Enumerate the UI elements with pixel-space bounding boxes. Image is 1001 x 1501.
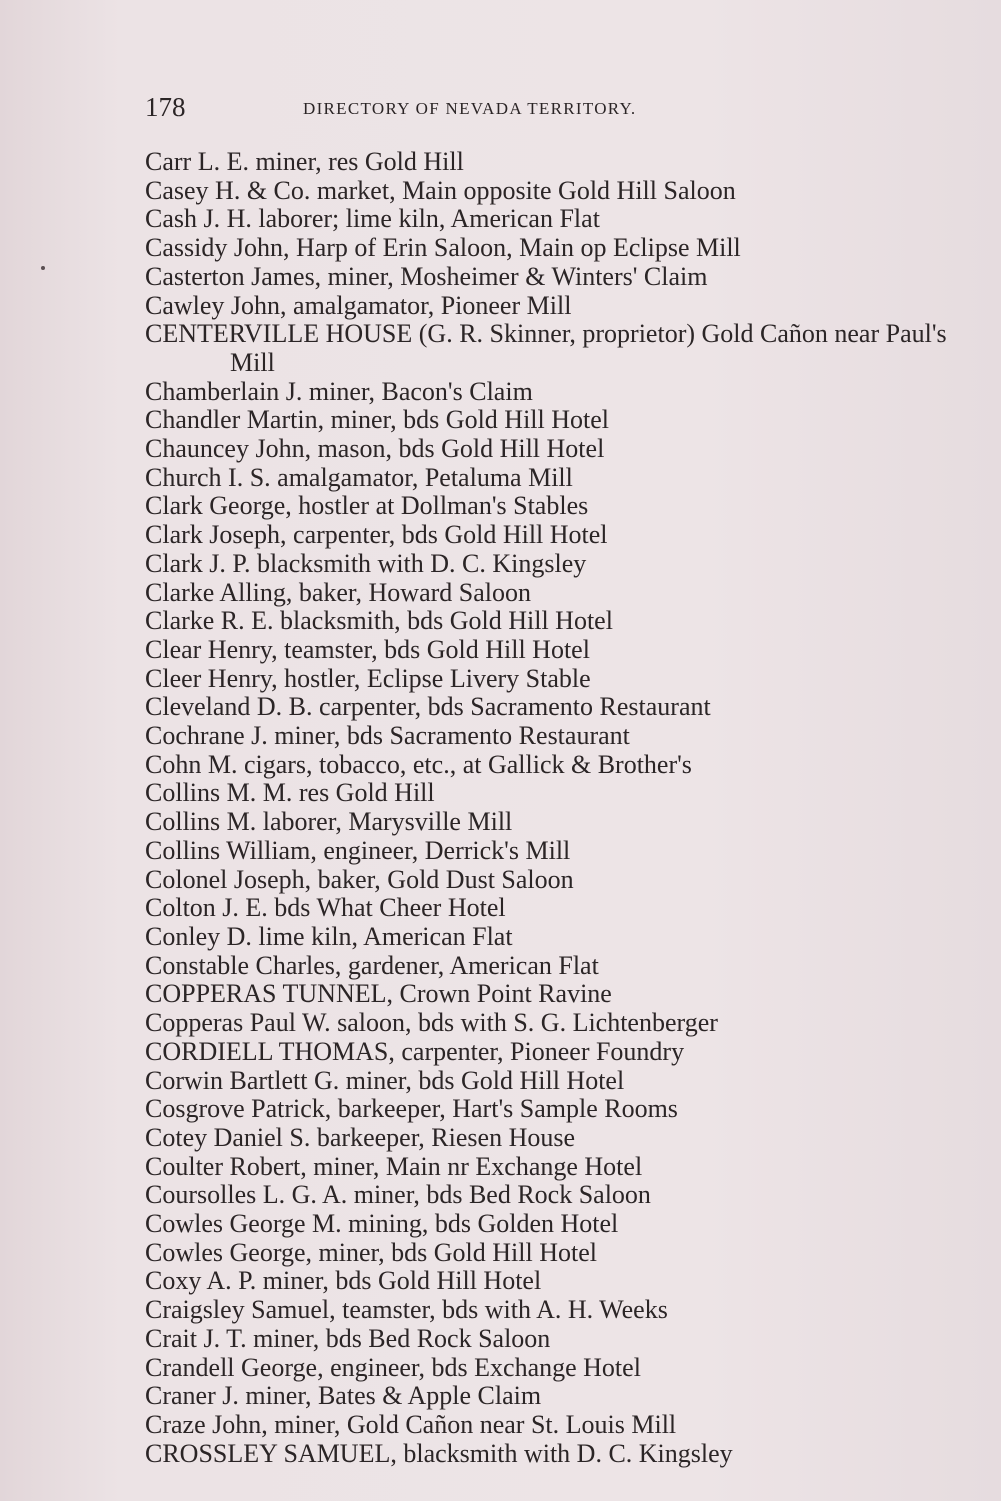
- directory-entry: Clark Joseph, carpenter, bds Gold Hill Hotel: [145, 520, 608, 550]
- directory-entry: Cosgrove Patrick, barkeeper, Hart's Sample Rooms: [145, 1094, 678, 1124]
- directory-entry: COPPERAS TUNNEL, Crown Point Ravine: [145, 979, 612, 1009]
- directory-entry: Constable Charles, gardener, American Flat: [145, 950, 599, 980]
- directory-entry: Coxy A. P. miner, bds Gold Hill Hotel: [145, 1266, 542, 1296]
- page-header: [145, 90, 755, 124]
- directory-entry: Chamberlain J. miner, Bacon's Claim: [145, 376, 533, 406]
- directory-entry: CROSSLEY SAMUEL, blacksmith with D. C. Kingsley: [145, 1438, 733, 1468]
- directory-entry: Crandell George, engineer, bds Exchange Hotel: [145, 1352, 641, 1382]
- directory-entry: Clarke R. E. blacksmith, bds Gold Hill Hotel: [145, 606, 613, 636]
- directory-entry: Conley D. lime kiln, American Flat: [145, 921, 513, 951]
- directory-entry: Colonel Joseph, baker, Gold Dust Saloon: [145, 864, 574, 894]
- directory-entry: Casey H. & Co. market, Main opposite Gold Hill Saloon: [145, 175, 736, 205]
- directory-entry: Coulter Robert, miner, Main nr Exchange Hotel: [145, 1151, 643, 1181]
- directory-entry: Chauncey John, mason, bds Gold Hill Hotel: [145, 434, 605, 464]
- directory-entry: Chandler Martin, miner, bds Gold Hill Hotel: [145, 405, 610, 435]
- directory-entry: Craner J. miner, Bates & Apple Claim: [145, 1381, 542, 1411]
- directory-entry: Cohn M. cigars, tobacco, etc., at Gallick & Brother's: [145, 749, 692, 779]
- directory-entry: Cowles George M. mining, bds Golden Hotel: [145, 1209, 619, 1239]
- directory-entry: Corwin Bartlett G. miner, bds Gold Hill Hotel: [145, 1065, 625, 1095]
- directory-entry: Coursolles L. G. A. miner, bds Bed Rock Saloon: [145, 1180, 651, 1210]
- ink-speck: [41, 266, 45, 270]
- directory-entry: Cash J. H. laborer; lime kiln, American Flat: [145, 204, 600, 234]
- directory-entry: Cassidy John, Harp of Erin Saloon, Main op Eclipse Mill: [145, 233, 741, 263]
- directory-entry: Casterton James, miner, Mosheimer & Winters' Claim: [145, 261, 708, 291]
- directory-entry: Cawley John, amalgamator, Pioneer Mill: [145, 290, 572, 320]
- directory-entry: CENTERVILLE HOUSE (G. R. Skinner, proprietor) Gold Cañon near Paul's Mill: [145, 319, 947, 377]
- directory-entry: Clarke Alling, baker, Howard Saloon: [145, 577, 531, 607]
- directory-entry: Collins William, engineer, Derrick's Mill: [145, 835, 571, 865]
- directory-entry: Collins M. laborer, Marysville Mill: [145, 807, 513, 837]
- directory-entry: Copperas Paul W. saloon, bds with S. G. Lichtenberger: [145, 1008, 718, 1038]
- directory-entry: Craigsley Samuel, teamster, bds with A. H. Weeks: [145, 1295, 668, 1325]
- directory-entry: Craze John, miner, Gold Cañon near St. Louis Mill: [145, 1409, 677, 1439]
- directory-entries: [145, 147, 947, 1468]
- directory-entry: Carr L. E. miner, res Gold Hill: [145, 147, 464, 176]
- directory-entry: Cleer Henry, hostler, Eclipse Livery Stable: [145, 663, 591, 693]
- directory-entry: Crait J. T. miner, bds Bed Rock Saloon: [145, 1323, 551, 1353]
- directory-entry: Clark George, hostler at Dollman's Stables: [145, 491, 589, 521]
- directory-entry: Colton J. E. bds What Cheer Hotel: [145, 893, 506, 923]
- directory-entry: Cleveland D. B. carpenter, bds Sacramento Restaurant: [145, 692, 711, 722]
- directory-entry: Cochrane J. miner, bds Sacramento Restaurant: [145, 721, 630, 751]
- directory-entry: Cotey Daniel S. barkeeper, Riesen House: [145, 1122, 576, 1152]
- directory-entry: CORDIELL THOMAS, carpenter, Pioneer Foundry: [145, 1036, 685, 1066]
- directory-entry: Collins M. M. res Gold Hill: [145, 778, 435, 808]
- directory-entry: Church I. S. amalgamator, Petaluma Mill: [145, 462, 573, 492]
- directory-entry: Clark J. P. blacksmith with D. C. Kingsley: [145, 548, 587, 578]
- directory-entry: Cowles George, miner, bds Gold Hill Hotel: [145, 1237, 597, 1267]
- directory-entry: Clear Henry, teamster, bds Gold Hill Hotel: [145, 634, 590, 664]
- page-number: 178: [145, 92, 186, 122]
- running-head: DIRECTORY OF NEVADA TERRITORY.: [303, 99, 637, 118]
